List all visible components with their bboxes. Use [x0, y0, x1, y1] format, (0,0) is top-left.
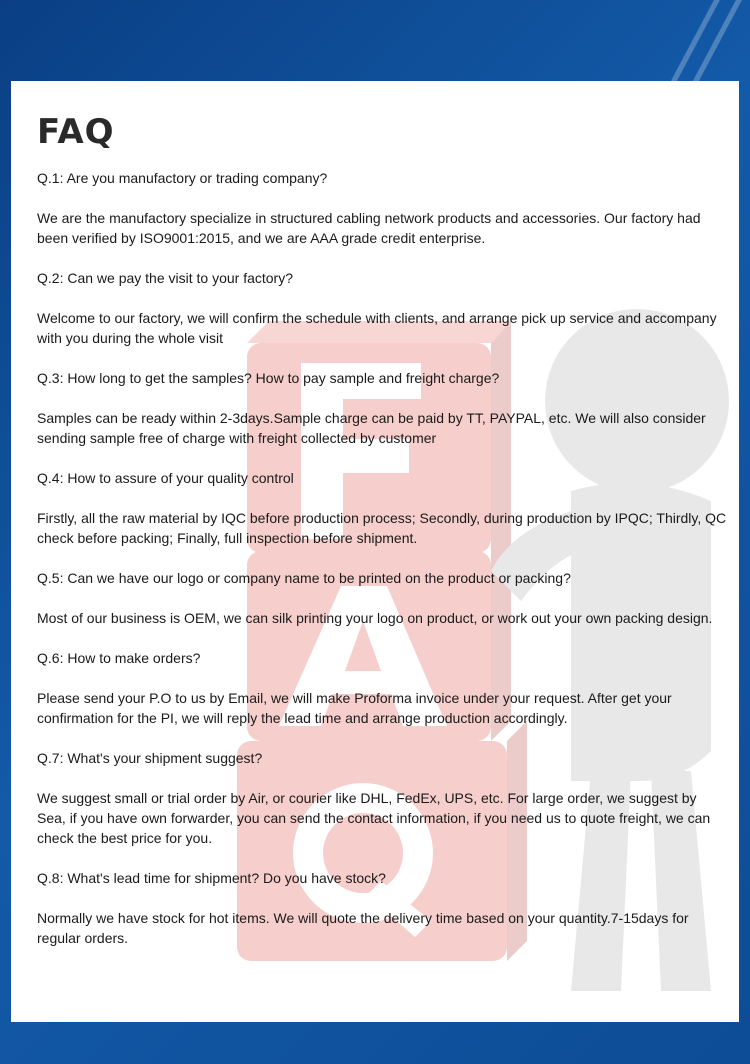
faq-list: [37, 168, 727, 968]
faq-answer: Most of our business is OEM, we can silk printing your logo on product, or work out your own packing design.: [37, 610, 713, 626]
faq-answer: Please send your P.O to us by Email, we will make Proforma invoice under your request. After get your confirmation for the PI, we will reply the lead time and arrange production accordingly.: [37, 690, 672, 726]
faq-question: Q.5: Can we have our logo or company name to be printed on the product or packing?: [37, 570, 571, 586]
faq-answer: We are the manufactory specialize in structured cabling network products and accessories. Our factory had been verified by ISO9001:2015, and we are AAA grade credit enterprise.: [37, 210, 701, 246]
faq-panel: [11, 81, 739, 1022]
faq-answer: Samples can be ready within 2-3days.Sample charge can be paid by TT, PAYPAL, etc. We will also consider sending sample free of charge with freight collected by customer: [37, 410, 706, 446]
faq-question: Q.2: Can we pay the visit to your factory?: [37, 270, 294, 286]
faq-question: Q.6: How to make orders?: [37, 650, 201, 666]
faq-answer: Normally we have stock for hot items. We will quote the delivery time based on your quantity.7-15days for regular orders.: [37, 910, 689, 946]
decorative-streak: [688, 0, 742, 90]
page-title: FAQ: [37, 112, 115, 152]
faq-question: Q.3: How long to get the samples? How to pay sample and freight charge?: [37, 370, 500, 386]
faq-question: Q.1: Are you manufactory or trading company?: [37, 170, 328, 186]
faq-answer: We suggest small or trial order by Air, or courier like DHL, FedEx, UPS, etc. For large order, we suggest by Sea, if you have own forwarder, you can send the contact information, if you need us to quote freight, we can check the best price for you.: [37, 790, 711, 846]
faq-question: Q.7: What's your shipment suggest?: [37, 750, 263, 766]
faq-question: Q.8: What's lead time for shipment? Do you have stock?: [37, 870, 386, 886]
faq-answer: Firstly, all the raw material by IQC before production process; Secondly, during production by IPQC; Thirdly, QC check before packing; Finally, full inspection before shipment.: [37, 510, 727, 546]
faq-answer: Welcome to our factory, we will confirm the schedule with clients, and arrange pick up service and accompany with you during the whole visit: [37, 310, 717, 346]
faq-question: Q.4: How to assure of your quality control: [37, 470, 294, 486]
